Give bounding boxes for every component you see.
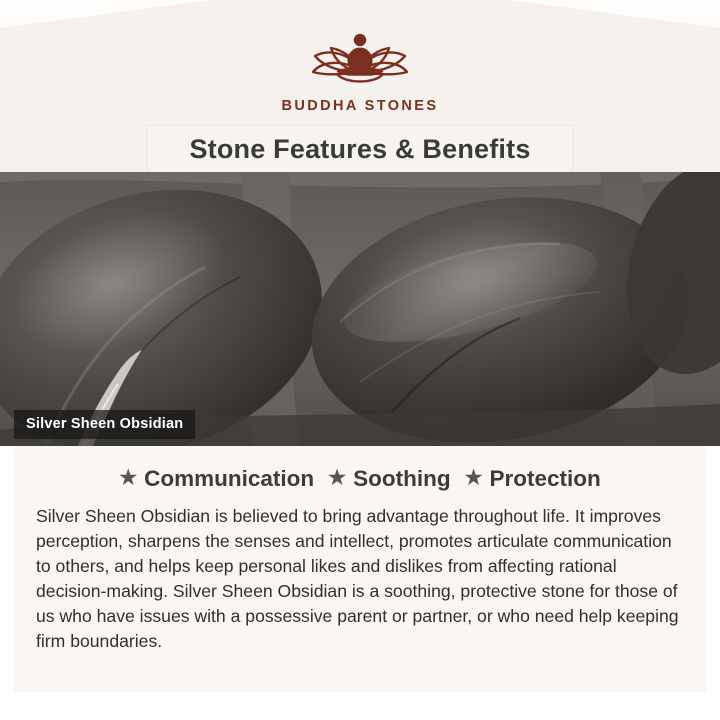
page-title [148, 126, 572, 172]
star-icon: ★ [464, 467, 483, 489]
benefit-label: Soothing [353, 466, 451, 491]
right-margin-strip [706, 446, 720, 692]
lotus-meditation-icon [285, 22, 435, 94]
star-icon: ★ [119, 467, 138, 489]
benefit-label: Protection [489, 466, 601, 491]
page-title-text: Stone Features & Benefits [189, 133, 531, 164]
bottom-white-strip [0, 692, 720, 720]
brand-logo [0, 22, 720, 114]
left-margin-strip [0, 446, 14, 692]
brand-name: BUDDHA STONES [281, 98, 439, 114]
benefit-item-soothing [328, 466, 450, 492]
benefits-panel [14, 446, 706, 692]
description-paragraph: Silver Sheen Obsidian is believed to bring advantage throughout life. It improves perception, sharpens the senses and intellect, promotes articulate communication to others, and helps keep personal likes and dislikes from affecting rational decision-making. Silver Sheen Obsidian is a soothing, protective stone for those of us who have issues with a possessive parent or partner, or who need help keeping firm boundaries. [36, 506, 679, 651]
stone-caption: Silver Sheen Obsidian [14, 410, 195, 439]
benefit-label: Communication [144, 466, 315, 491]
benefit-item-communication [119, 466, 314, 492]
benefits-keyword-row [14, 446, 706, 492]
stone-photo [0, 172, 720, 446]
benefit-item-protection [465, 466, 601, 492]
star-icon: ★ [328, 467, 347, 489]
stone-photo-illustration [0, 172, 720, 446]
